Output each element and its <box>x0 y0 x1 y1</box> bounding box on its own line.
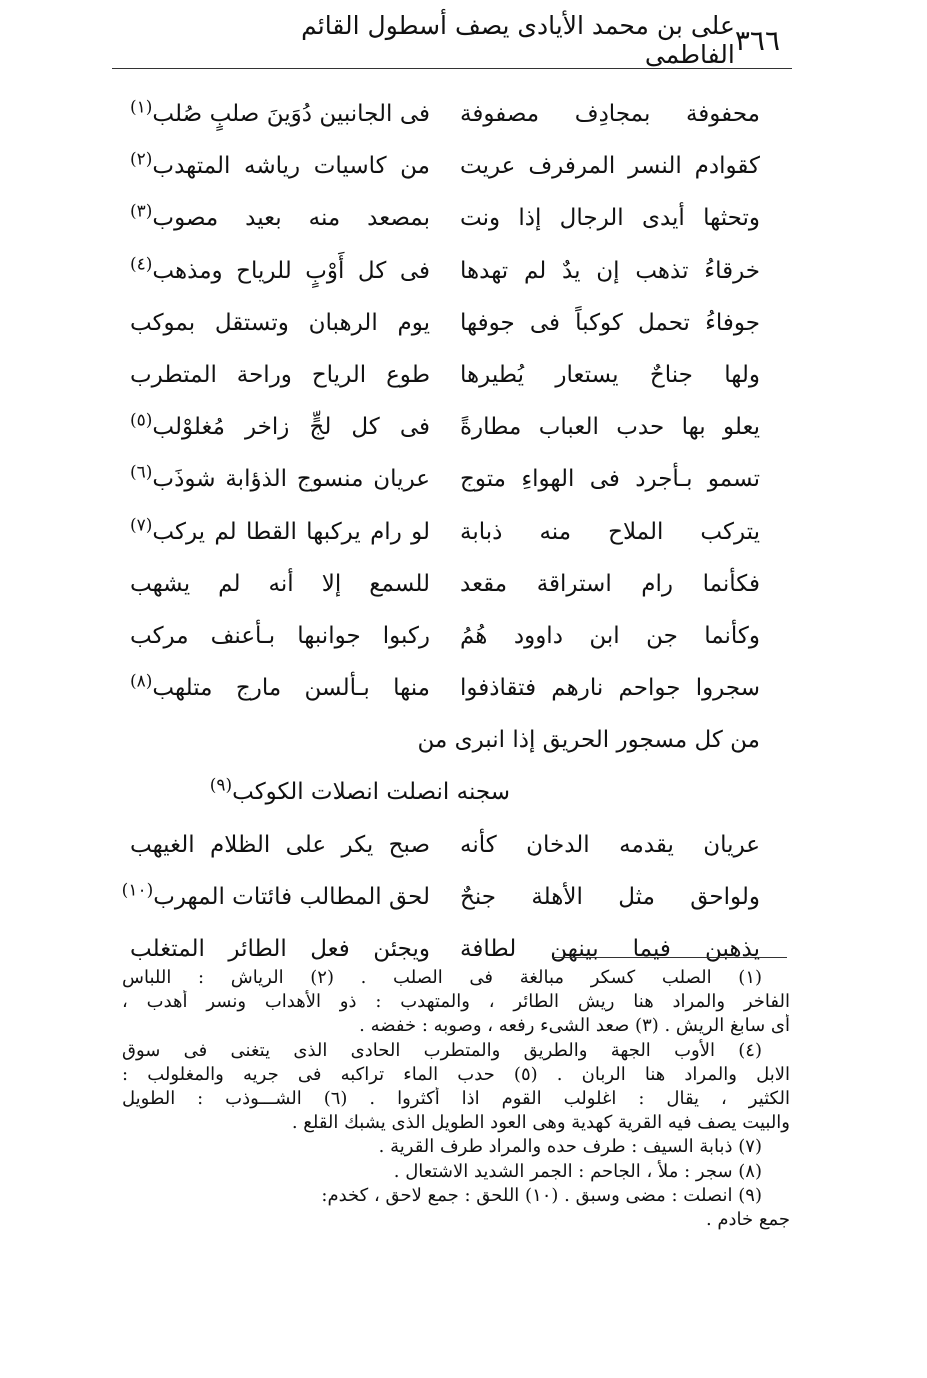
verse-second-hemistich <box>130 775 510 806</box>
hemistich-text: فى الجانبين دُوَينَ صلبٍ صُلب <box>152 101 430 127</box>
verse-first-hemistich: جوفاءُ تحمل كوكباً فى جوفها <box>460 309 760 336</box>
footnote-marker: (٢) <box>130 149 153 170</box>
verse-first-hemistich: من كل مسجور الحريق إذا انبرى من <box>417 727 760 754</box>
verse <box>110 304 760 356</box>
verse <box>110 617 760 669</box>
footnote-marker: (٩) <box>209 775 233 796</box>
verse-second-hemistich <box>130 832 430 858</box>
footnote-line: (٤) الأوب الجهة والطريق والمتطرب الحادى الذى يتغنى فى سوق <box>122 1039 762 1061</box>
verse-second-hemistich <box>130 410 430 441</box>
verse-second-hemistich <box>130 97 430 127</box>
verse <box>110 95 760 147</box>
verse-second-hemistich <box>121 880 430 910</box>
verse <box>110 460 760 512</box>
hemistich-text: لو رام يركبها القطا لم يركب <box>152 518 430 545</box>
verse-second-hemistich <box>130 362 430 388</box>
footnote-line: جمع خادم . <box>705 1208 790 1230</box>
verse-first-hemistich: ولواحق مثل الأهلة جنحٌ <box>460 883 760 910</box>
hemistich-text: طوع الرياح وراحة المتطرب <box>130 361 430 388</box>
hemistich-text: منها بـألسن مارج متلهب <box>152 675 430 702</box>
header-rule <box>112 68 792 69</box>
verse <box>110 826 760 878</box>
verse-second-hemistich <box>130 623 430 649</box>
verse <box>110 147 760 199</box>
verse-second-hemistich <box>130 253 430 284</box>
verse-first-hemistich: ولها جناحٌ يستعار يُطيرها <box>460 361 760 388</box>
verse <box>110 356 760 408</box>
footnote-line: الابل والمراد هنا الربان . (٥) حدب الماء تراكبه فى جريه والمغلولب : <box>122 1063 790 1085</box>
verse-first-hemistich: وتحثها أيدى الرجال إذا ونت <box>460 205 760 232</box>
footnote-rule <box>552 957 787 958</box>
page-number: ٣٦٦ <box>734 23 780 57</box>
hemistich-text: يوم الرهبان وتستقل بموكب <box>130 309 430 336</box>
verse-second-hemistich <box>130 671 430 702</box>
footnote-marker: (٧) <box>130 514 153 535</box>
footnote-line: (٨) سجر : ملأ ، الجاحم : الجمر الشديد الاشتعال . <box>393 1160 762 1182</box>
footnote-line: (٩) انصلت : مضى وسبق . (١٠) اللحق : جمع لاحق ، كخدم: <box>321 1184 762 1206</box>
page-header <box>208 11 780 69</box>
hemistich-text: ويجئن فعل الطائر المتغلب <box>130 936 430 962</box>
verse-second-hemistich <box>130 310 430 336</box>
footnote-marker: (١٠) <box>121 880 154 901</box>
verse <box>110 721 760 773</box>
verse-first-hemistich: كقوادم النسر المرفرف عريت <box>460 153 760 180</box>
verse <box>110 878 760 930</box>
verse-first-hemistich: خرقاءُ تذهب إن يدٌ لم تهدها <box>460 257 760 284</box>
verse-second-hemistich <box>130 149 430 180</box>
hemistich-text: للسمع إلا أنه لم يشهب <box>130 570 430 597</box>
footnote-marker: (٣) <box>130 201 153 222</box>
hemistich-text: عريان منسوج الذؤابة شوذَب <box>152 466 430 493</box>
footnote-marker: (٨) <box>130 671 153 692</box>
verse-second-hemistich <box>130 571 430 597</box>
poem <box>110 95 760 982</box>
verse <box>110 513 760 565</box>
verse-first-hemistich: عريان يقدمه الدخان كأنه <box>460 831 760 858</box>
footnote-line: (٧) ذبابة السيف : طرف حده والمراد طرف القرية . <box>378 1136 762 1158</box>
verse-second-hemistich <box>130 201 430 232</box>
hemistich-text: صبح يكر على الظلام الغيهب <box>130 831 430 858</box>
verse-second-hemistich <box>130 936 430 962</box>
verse <box>110 408 760 460</box>
footnote-marker: (١) <box>130 97 153 118</box>
footnote-line: (١) الصلب كسكر مبالغة فى الصلب . (٢) الرياش : اللباس <box>122 967 763 988</box>
footnote-line: الفاخر والمراد هنا ريش الطائر ، والمتهدب : ذو الأهداب ونسر أهدب ، <box>122 991 790 1013</box>
footnotes <box>122 966 790 1232</box>
footnote-line: والبيت يصف فيه القرية كهدية وهى العود الطويل الذى يشبك القلع . <box>291 1112 790 1134</box>
verse-first-hemistich: يعلو بها حدب العباب مطارةً <box>460 414 760 441</box>
verse-first-hemistich: فكأنما رام استراقة مقعد <box>460 570 760 597</box>
footnote-marker: (٦) <box>130 462 153 483</box>
verse-first-hemistich: وكأنما جن ابن داوود هُمُ <box>460 622 760 649</box>
hemistich-text: فى كل أَوْبٍ للرياح ومذهب <box>152 257 430 284</box>
hemistich-text: لحق المطالب فائتات المهرب <box>153 883 430 910</box>
footnote-line: الكثير ، يقال : اغلولب القوم اذا أكثروا . (٦) الشـــوذب : الطويل <box>122 1087 790 1109</box>
verse-first-hemistich: يتركب الملاح منه ذبابة <box>460 518 760 545</box>
footnote-marker: (٤) <box>130 253 153 274</box>
verse-first-hemistich: يذهبن فيما بينهن لطافة <box>460 936 760 962</box>
verse <box>110 199 760 251</box>
hemistich-text: سجنه انصلت انصلات الكوكب <box>232 779 510 806</box>
footnote-line: أى سابغ الريش . (٣) صعد الشىء رفعه ، وصوبه : خفضه . <box>359 1015 790 1037</box>
hemistich-text: فى كل لجٍّ زاخر مُغلوْلب <box>152 414 430 441</box>
verse-second-hemistich <box>130 462 430 493</box>
footnote-marker: (٥) <box>130 410 153 431</box>
verse <box>110 252 760 304</box>
hemistich-text: من كاسيات رياشه المتهدب <box>152 153 430 180</box>
verse <box>110 565 760 617</box>
verse-first-hemistich: محفوفة بمجادِف مصفوفة <box>460 101 760 127</box>
verse-first-hemistich: تسمو بـأجرد فى الهواءِ متوج <box>460 466 760 493</box>
verse <box>110 773 760 825</box>
verse <box>110 669 760 721</box>
hemistich-text: بمصعد منه بعيد مصوب <box>152 205 430 232</box>
verse-second-hemistich <box>130 514 430 545</box>
hemistich-text: ركبوا جوانبها بـأعنف مركب <box>130 622 430 649</box>
verse-first-hemistich: سجروا جواحم نارهم فتقاذفوا <box>460 675 760 702</box>
running-title: على بن محمد الأيادى يصف أسطول القائم الفاطمى <box>301 11 735 69</box>
